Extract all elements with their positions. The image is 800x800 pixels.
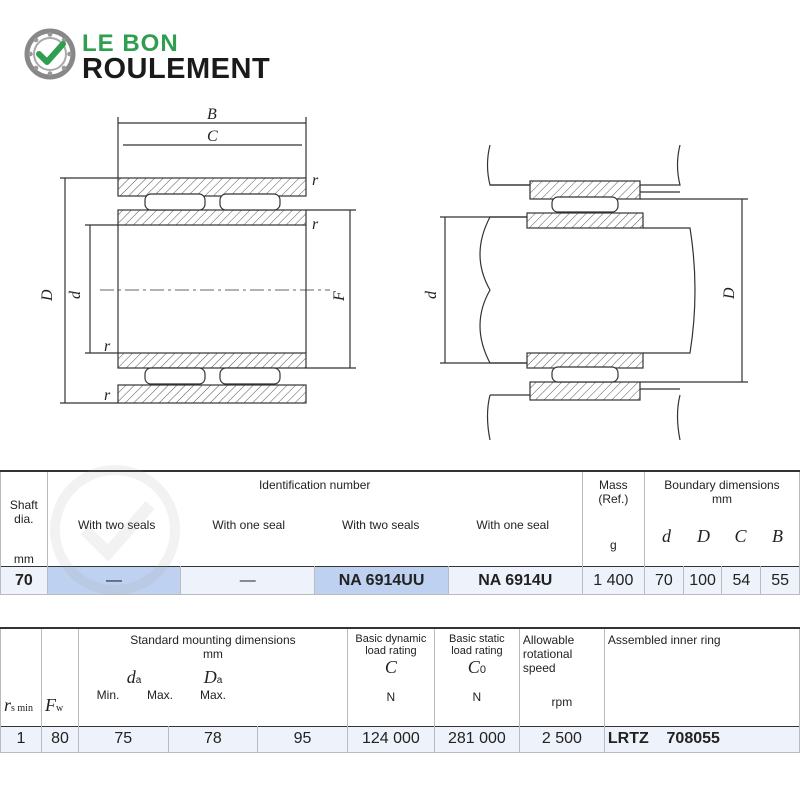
label-r-inner: r	[312, 216, 319, 233]
mass-header: Mass (Ref.) g	[582, 471, 644, 567]
one-seal-value-a: —	[181, 567, 315, 595]
label-C: C	[207, 128, 218, 145]
logo-line1: LE BON	[82, 30, 179, 57]
da-min-value: 75	[79, 726, 169, 752]
inner-ring-header: Assembled inner ring	[604, 628, 799, 726]
logo-line2: ROULEMENT	[82, 53, 271, 85]
static-header: Basic static load rating C0 N	[434, 628, 519, 726]
d-value: 70	[644, 567, 683, 595]
bearing-check-icon	[24, 28, 76, 80]
label-r-bottom-inner: r	[104, 338, 111, 355]
C-value: 124 000	[347, 726, 434, 752]
bearing-technical-drawing	[0, 95, 800, 445]
two-seals-header-b: With two seals	[341, 518, 420, 532]
mass-value: 1 400	[582, 567, 644, 595]
brand-logo	[24, 28, 304, 84]
rs-value: 1	[1, 726, 42, 752]
inner-ring-value: LRTZ 708055	[604, 726, 799, 752]
label-D: D	[39, 289, 56, 301]
label-r-top: r	[312, 172, 319, 189]
label-Da: D	[721, 287, 738, 299]
shaft-header: Shaft dia. mm	[1, 471, 48, 567]
label-r-bottom: r	[104, 387, 111, 404]
label-Fw: F	[331, 291, 348, 301]
mounting-table	[0, 627, 800, 753]
speed-header: Allowable rotational speed rpm	[519, 628, 604, 726]
mounting-header: Standard mounting dimensions mm da Da Min. Max. Max.	[79, 628, 348, 726]
identification-table	[0, 470, 800, 595]
shaft-value: 70	[1, 567, 48, 595]
Da-max-value: 95	[258, 726, 348, 752]
D-value: 100	[683, 567, 722, 595]
C-value: 54	[722, 567, 761, 595]
one-seal-header-b: With one seal	[476, 518, 550, 532]
label-B: B	[207, 106, 217, 123]
one-seal-value-b: NA 6914U	[448, 567, 582, 595]
label-d: d	[67, 291, 84, 299]
two-seals-value-a: —	[47, 567, 181, 595]
dynamic-header: Basic dynamic load rating C N	[347, 628, 434, 726]
one-seal-header-a: With one seal	[212, 518, 286, 532]
label-da: d	[423, 291, 440, 299]
Fw-value: 80	[42, 726, 79, 752]
two-seals-value-b: NA 6914UU	[315, 567, 449, 595]
C0-value: 281 000	[434, 726, 519, 752]
boundary-header: Boundary dimensions mm d D C B	[644, 471, 799, 567]
ident-header: Identification number With two seals With one seal With two seals With one seal	[47, 471, 582, 567]
B-value: 55	[761, 567, 800, 595]
rs-header: rs min	[1, 628, 42, 726]
da-max-value: 78	[168, 726, 258, 752]
two-seals-header-a: With two seals	[77, 518, 156, 532]
Fw-header: Fw	[42, 628, 79, 726]
speed-value: 2 500	[519, 726, 604, 752]
